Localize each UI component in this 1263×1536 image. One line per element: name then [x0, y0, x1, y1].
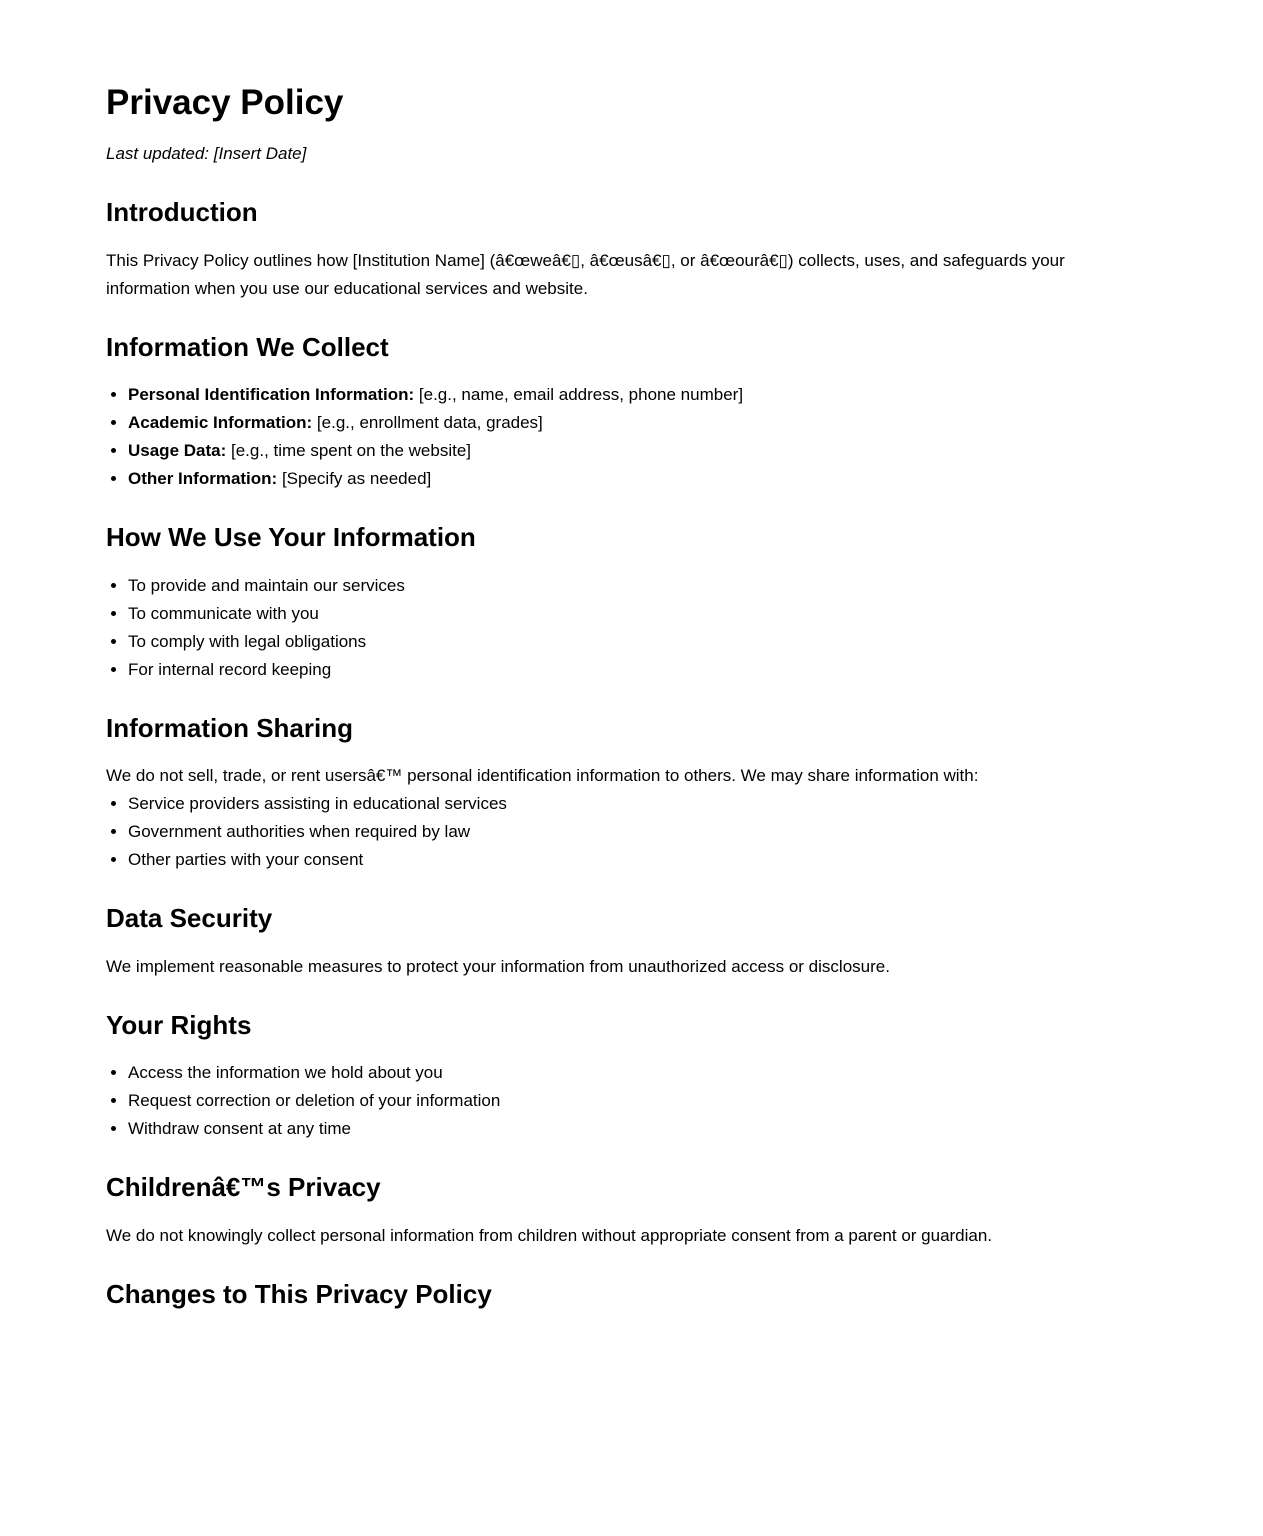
section-heading-how-we-use: How We Use Your Information — [106, 522, 476, 552]
list-item-lead: Academic Information: — [128, 413, 313, 432]
list-item: • To comply with legal obligations — [128, 628, 1146, 656]
list-item-lead: Personal Identification Information: — [128, 385, 415, 404]
section-heading-information-we-collect: Information We Collect — [106, 331, 389, 362]
last-updated-line: Last updated: [Insert Date] — [106, 144, 307, 163]
how-we-use-list — [106, 572, 1146, 684]
list-item: • Other parties with your consent — [128, 846, 1146, 874]
list-item: • Access the information we hold about you — [128, 1059, 1146, 1087]
list-item-text: [Specify as needed] — [277, 469, 432, 488]
list-item: • To communicate with you — [128, 600, 1146, 628]
section-heading-information-sharing: Information Sharing — [106, 712, 353, 743]
list-item: • Withdraw consent at any time — [128, 1115, 1146, 1143]
list-item — [128, 409, 1146, 437]
list-item — [128, 381, 1146, 409]
data-security-paragraph: We implement reasonable measures to protect your information from unauthorized access or disclosure. — [106, 956, 890, 976]
list-item — [128, 437, 1146, 465]
list-item: • Government authorities when required by law — [128, 818, 1146, 846]
section-heading-introduction: Introduction — [106, 197, 258, 227]
list-item — [128, 465, 1146, 493]
list-item: • Service providers assisting in educational services — [128, 790, 1146, 818]
list-item-lead: Other Information: — [128, 469, 278, 488]
list-item: • To provide and maintain our services — [128, 572, 1146, 600]
list-item-text: [e.g., time spent on the website] — [226, 441, 472, 460]
page-title: Privacy Policy — [106, 83, 344, 122]
your-rights-list — [106, 1059, 1146, 1143]
section-heading-data-security: Data Security — [106, 903, 273, 933]
information-sharing-list — [106, 790, 1146, 874]
information-we-collect-list — [106, 381, 1146, 493]
childrens-privacy-paragraph: We do not knowingly collect personal information from children without appropriate consent from a parent or guardian. — [106, 1225, 993, 1245]
section-heading-childrens-privacy: Childrenâ€™s Privacy — [106, 1172, 381, 1202]
list-item-text: [e.g., enrollment data, grades] — [312, 413, 543, 432]
list-item-text: [e.g., name, email address, phone number] — [414, 385, 744, 404]
introduction-paragraph: This Privacy Policy outlines how [Institution Name] (â€œweâ€▯, â€œusâ€▯, or â€œourâ€▯) collects, uses, and safeguards your information when you use our educational services and website. — [106, 250, 1065, 298]
information-sharing-paragraph: We do not sell, trade, or rent usersâ€™ personal identification information to others. We may share information with: — [106, 766, 979, 785]
list-item: • Request correction or deletion of your information — [128, 1087, 1146, 1115]
list-item: • For internal record keeping — [128, 656, 1146, 684]
section-heading-changes: Changes to This Privacy Policy — [106, 1278, 492, 1309]
section-heading-your-rights: Your Rights — [106, 1009, 252, 1040]
list-item-lead: Usage Data: — [128, 441, 227, 460]
